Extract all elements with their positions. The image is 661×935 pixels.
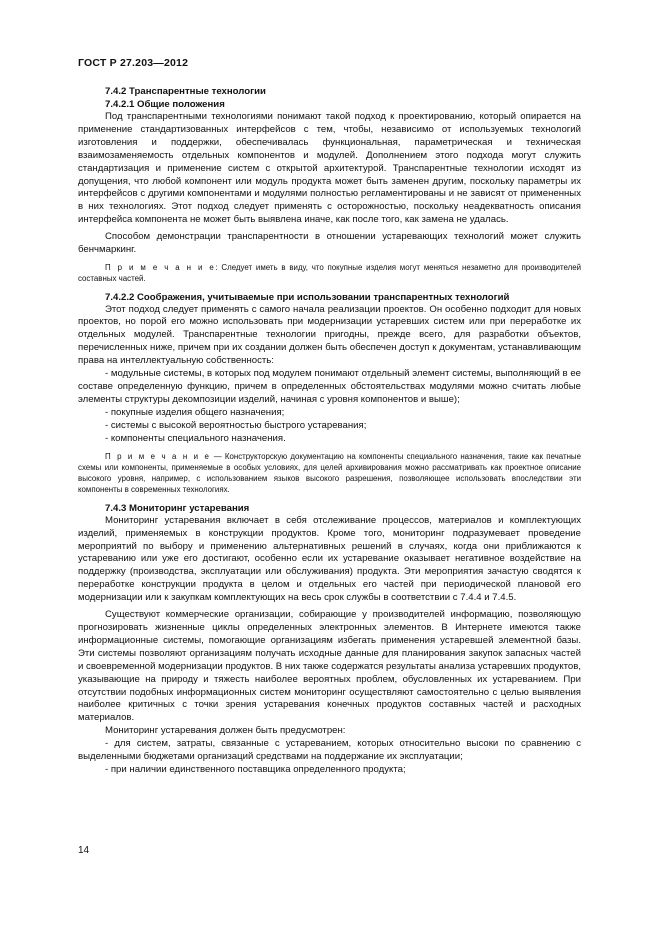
note-text: : Следует иметь в виду, что покупные изделия могут меняться незаметно для производителей составных частей.: [78, 262, 581, 284]
document-page: [78, 57, 581, 777]
paragraph: Под транспарентными технологиями понимают такой подход к проектированию, который опирается на применение стандартизованных интерфейсов с тем, чтобы, независимо от используемых технологий изготовления и поддержки, обеспечивалась функциональная, параметрическая и техническая взаимозаменяемость отдельных компонентов и модулей. Дополнением этого подхода могут служить стандартизация и применение систем с открытой архитектурой. Транспарентные технологии исходят из допущения, что любой компонент или модуль продукта может быть заменен другим, поскольку параметры их интерфейсов с другими компонентами и модулями полностью регламентированы и не зависят от примененных в них технологиях. Этот подход следует применять с осторожностью, поскольку неадекватность описания интерфейса компонента не может быть выявлена иначе, как после того, как замена не удалась.: [78, 111, 581, 226]
list-item: - покупные изделия общего назначения;: [105, 406, 285, 418]
note-label: П р и м е ч а н и е: [105, 262, 216, 272]
list-item: - модульные системы, в которых под модулем понимают отдельный элемент системы, выполняющий в ее составе определенную функцию, причем в определенных обстоятельствах модулями можно считать любые элементы структуры декомпозиции изделий, начиная с уровня компонентов и выше);: [78, 368, 581, 405]
section-heading-7-4-3: 7.4.3 Мониторинг устаревания: [105, 502, 250, 514]
note-label: П р и м е ч а н и е: [105, 451, 211, 461]
page-number: 14: [78, 845, 90, 856]
list-item: - компоненты специального назначения.: [105, 432, 286, 444]
section-heading-7-4-2-1: 7.4.2.1 Общие положения: [105, 99, 225, 110]
section-heading-7-4-2-2: 7.4.2.2 Соображения, учитываемые при использовании транспарентных технологий: [105, 291, 510, 303]
paragraph: Этот подход следует применять с самого начала реализации проектов. Он особенно подходит для новых проектов, но порой его можно использовать при модернизации устаревших систем или при переработке их отдельных модулей. Транспарентные технологии пригодны, прежде всего, для разработки объектов, перечисленных ниже, причем при их создании должен быть обеспечен доступ к документам, устанавливающим права на интеллектуальную собственность:: [78, 303, 581, 367]
note-text: — Конструкторскую документацию на компоненты специального назначения, такие как печатные схемы или компоненты, применяемые в особых условиях, для целей архивирования можно рассматривать как проектное описание высокого уровня, например, с использованием языков высокого разрешения, позволяющее использовать впоследствии эти компоненты в современных технологиях.: [78, 451, 581, 495]
paragraph: Мониторинг устаревания должен быть предусмотрен:: [105, 725, 346, 737]
list-item: - системы с высокой вероятностью быстрого устаревания;: [105, 419, 367, 431]
paragraph: Мониторинг устаревания включает в себя отслеживание процессов, материалов и комплектующих изделий, применяемых в конструкции продуктов. Кроме того, мониторинг подразумевает проведение мероприятий по выбору и применению альтернативных решений в случаях, когда они приближаются к устареванию или уже его достигают, особенно если их устаревание оказывает негативное воздействие на поддержку (производства, эксплуатации или обслуживания) продукта. Эти мероприятия зачастую сводятся к переработке конструкции продукта в целом и отдельных его частей при периодической плановой его модернизации или к закупкам комплектующих на весь срок службы в соответствии с 7.4.4 и 7.4.5.: [78, 514, 581, 604]
note: [78, 451, 581, 496]
standard-header: ГОСТ Р 27.203—2012: [78, 57, 189, 69]
section-heading-7-4-2: 7.4.2 Транспарентные технологии: [105, 86, 266, 97]
note: [78, 262, 581, 285]
list-item: - при наличии единственного поставщика определенного продукта;: [105, 763, 406, 775]
paragraph: Способом демонстрации транспарентности в отношении устаревающих технологий может служить бенчмаркинг.: [78, 231, 581, 256]
paragraph: Существуют коммерческие организации, собирающие у производителей информацию, позволяющую прогнозировать жизненные циклы определенных электронных элементов. В Интернете имеются также информационные системы, помогающие организациям избегать применения устаревшей элементной базы. Эти системы позволяют организациям получать исходные данные для планирования закупок запасных частей и своевременной модернизации продуктов. В них также содержатся результаты анализа устаревших продуктов, указывающие на природу и тяжесть наиболее вероятных проблем, обусловленных их устареванием. При отсутствии подобных информационных систем мониторинг осуществляют самостоятельно с целью выявления наиболее критичных с точки зрения устаревания конечных продуктов составных частей и расходных материалов.: [78, 609, 582, 724]
list-item: - для систем, затраты, связанные с устареванием, которых относительно высоки по сравнению с выделенными бюджетами организаций средствами на поддержание их эксплуатации;: [78, 738, 581, 763]
